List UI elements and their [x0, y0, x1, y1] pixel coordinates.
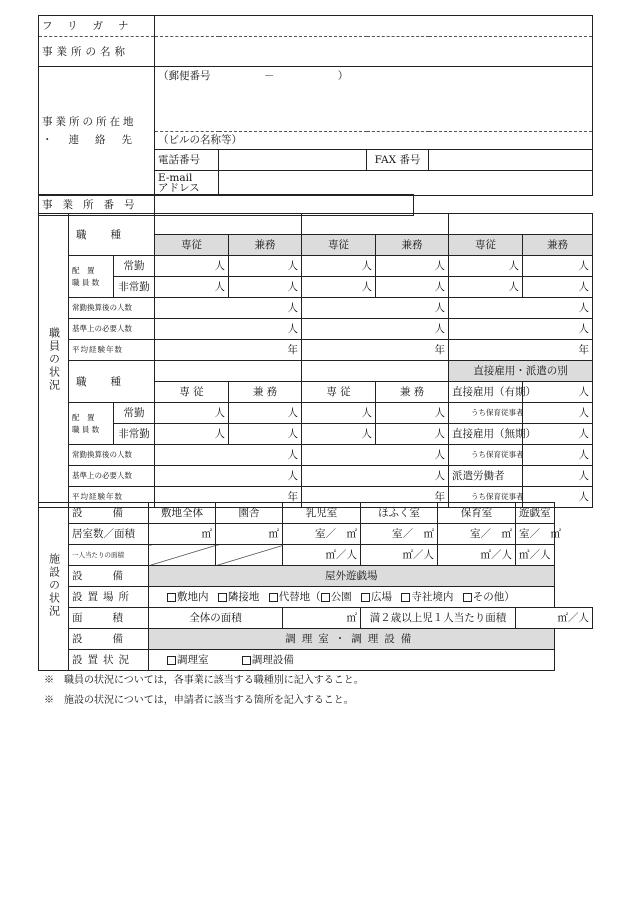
cell-hoiku-3[interactable]: 人 — [523, 487, 593, 508]
facility-table — [38, 502, 593, 671]
setsubi-text-3: 設備 — [72, 633, 153, 645]
keiken-label-2: 平均経験年数 — [69, 487, 155, 508]
cell-hijokin-9[interactable]: 人 — [302, 424, 376, 445]
cell-area-infant[interactable]: 室／ ㎡ — [283, 524, 361, 545]
kennmu-header-4: 兼 務 — [229, 382, 302, 403]
cell-hitsuyo-3[interactable]: 人 — [449, 319, 593, 340]
job-name-input-5[interactable] — [302, 361, 449, 382]
senju-header-2: 専従 — [302, 235, 376, 256]
cell-jokin-10[interactable]: 人 — [376, 403, 449, 424]
cell-jokin-5[interactable]: 人 — [449, 256, 523, 277]
cell-kansan-1[interactable]: 人 — [155, 298, 302, 319]
hitsuyo-label-2: 基準上の必要人数 — [69, 466, 155, 487]
room-crawl: ほふく室 — [361, 503, 438, 524]
cell-keiken-2[interactable]: 年 — [302, 340, 449, 361]
cell-hoiku-1[interactable]: 人 — [523, 403, 593, 424]
job-name-input-4[interactable] — [155, 361, 302, 382]
postal-open: （郵便番号 — [158, 70, 211, 82]
haichi-line1-2: 配 置 — [72, 412, 95, 422]
haichi-label-2 — [69, 403, 114, 445]
checkbox-temple[interactable] — [401, 593, 410, 602]
building-field[interactable] — [155, 131, 593, 149]
haichi-line2-2: 職 員 数 — [72, 424, 100, 434]
setsubi-label-2 — [69, 566, 153, 587]
senju-header-4: 専 従 — [155, 382, 229, 403]
job-name-input-3[interactable] — [449, 214, 593, 235]
checkbox-plaza[interactable] — [361, 593, 370, 602]
cell-keiken-3[interactable]: 年 — [449, 340, 593, 361]
diag-cell-2 — [216, 545, 283, 566]
cell-area-play[interactable]: 室／ ㎡ — [516, 524, 555, 545]
cell-hijokin-6[interactable]: 人 — [523, 277, 593, 298]
cell-per-crawl[interactable]: ㎡／人 — [361, 545, 438, 566]
job-name-input-2[interactable] — [302, 214, 449, 235]
cell-kansan-5[interactable]: 人 — [302, 445, 449, 466]
kennmu-header-2: 兼務 — [376, 235, 449, 256]
office-number-label: 事業所番号 — [39, 195, 155, 216]
tel-input[interactable] — [219, 149, 367, 170]
furigana-label — [39, 16, 155, 37]
checkbox-park[interactable] — [321, 593, 330, 602]
shokushu-label-1 — [69, 214, 155, 256]
staff-section-text: 職員の状況 — [47, 326, 61, 392]
facility-section-text: 施設の状況 — [47, 552, 61, 618]
cell-jokin-7[interactable]: 人 — [155, 403, 229, 424]
office-info-table — [38, 15, 593, 196]
room-nursery: 保育室 — [438, 503, 516, 524]
opt-other: その他） — [472, 591, 515, 603]
room-infant: 乳児室 — [283, 503, 361, 524]
cell-jokin-9[interactable]: 人 — [302, 403, 376, 424]
checkbox-other[interactable] — [463, 593, 472, 602]
kansan-label-1: 常勤換算後の人数 — [69, 298, 155, 319]
address-label-line1: 事業所の所在地 — [42, 116, 137, 128]
cell-per-nursery[interactable]: ㎡／人 — [438, 545, 516, 566]
setsubi-label-1 — [69, 503, 153, 524]
cell-jokin-4[interactable]: 人 — [376, 256, 449, 277]
cell-hijokin-3[interactable]: 人 — [302, 277, 376, 298]
cell-per-child[interactable]: ㎡／人 — [516, 608, 593, 629]
opt-kitchen-room: 調理室 — [177, 654, 209, 666]
cell-jokin-1[interactable]: 人 — [155, 256, 229, 277]
direct-fixed-label: 直接雇用（有期） — [449, 382, 523, 403]
direct-header: 直接雇用・派遣の別 — [449, 361, 593, 382]
furigana-input[interactable] — [155, 16, 593, 37]
postal-field[interactable] — [155, 67, 593, 132]
cell-jokin-8[interactable]: 人 — [229, 403, 302, 424]
menseki-text: 面積 — [72, 612, 153, 624]
cell-hijokin-5[interactable]: 人 — [449, 277, 523, 298]
cell-kansan-4[interactable]: 人 — [155, 445, 302, 466]
cell-hijokin-1[interactable]: 人 — [155, 277, 229, 298]
jokin-label-2: 常勤 — [114, 403, 155, 424]
hijokin-label-2: 非常勤 — [114, 424, 155, 445]
postal-dash: － — [263, 70, 275, 82]
cell-direct-fixed[interactable]: 人 — [523, 382, 593, 403]
email-label-line1: E-mail — [158, 171, 193, 184]
haichi-line1-1: 配 置 — [72, 265, 95, 275]
opt-on-site: 敷地内 — [177, 591, 209, 603]
email-label-line2: アドレス — [158, 181, 200, 194]
setsubi-text-2: 設備 — [72, 570, 153, 582]
staff-table — [38, 213, 593, 508]
outdoor-header: 屋外遊戯場 — [149, 566, 555, 587]
fax-input[interactable] — [429, 149, 593, 170]
opt-park: 公園 — [330, 591, 352, 603]
checkbox-kitchen-equip[interactable] — [242, 656, 251, 665]
cell-hijokin-8[interactable]: 人 — [229, 424, 302, 445]
opt-temple: 寺社境内 — [411, 591, 454, 603]
cell-hoiku-2[interactable]: 人 — [523, 445, 593, 466]
location-options — [149, 587, 555, 608]
office-name-label: 事業所の名称 — [39, 37, 155, 67]
furigana-text: フリガナ — [42, 20, 144, 32]
cell-jokin-2[interactable]: 人 — [229, 256, 302, 277]
senju-header-1: 専従 — [155, 235, 229, 256]
kennmu-header-1: 兼務 — [229, 235, 302, 256]
kitchen-options — [149, 650, 555, 671]
cell-hijokin-2[interactable]: 人 — [229, 277, 302, 298]
note-2: ※ 施設の状況については，申請者に該当する箇所を記入すること。 — [44, 695, 354, 706]
dispatch-label: 派遣労働者 — [449, 466, 523, 487]
hijokin-label-1: 非常勤 — [114, 277, 155, 298]
status-label: 設置状況 — [69, 650, 149, 671]
checkbox-on-site[interactable] — [167, 593, 176, 602]
email-label — [155, 170, 219, 195]
haichi-line2-1: 職 員 数 — [72, 277, 100, 287]
kennmu-header-3: 兼務 — [523, 235, 593, 256]
total-area-label: 全体の面積 — [149, 608, 283, 629]
checkbox-alternative[interactable] — [269, 593, 278, 602]
cell-keiken-4[interactable]: 年 — [155, 487, 302, 508]
opt-adjacent: 隣接地 — [227, 591, 260, 603]
shokushu-label-2 — [69, 361, 155, 403]
cell-keiken-5[interactable]: 年 — [302, 487, 449, 508]
hitsuyo-label-1: 基準上の必要人数 — [69, 319, 155, 340]
setsubi-label-3 — [69, 629, 153, 650]
shokushu-text-2: 職種 — [76, 375, 145, 388]
senju-header-3: 専従 — [449, 235, 523, 256]
email-input[interactable] — [219, 170, 593, 195]
job-name-input-1[interactable] — [155, 214, 302, 235]
cell-kansan-2[interactable]: 人 — [302, 298, 449, 319]
area-label: 居室数／面積 — [69, 524, 149, 545]
cell-jokin-6[interactable]: 人 — [523, 256, 593, 277]
per-child-label: 満２歳以上児１人当たり面積 — [361, 608, 516, 629]
staff-section-label — [39, 214, 69, 508]
senju-header-5: 専 従 — [302, 382, 376, 403]
cell-hitsuyo-2[interactable]: 人 — [302, 319, 449, 340]
hoiku-label-2: うち保育従事者 — [449, 445, 523, 466]
cell-total-area[interactable]: ㎡ — [283, 608, 361, 629]
kitchen-header: 調理室・調理設備 — [149, 629, 555, 650]
cell-jokin-3[interactable]: 人 — [302, 256, 376, 277]
address-label — [39, 67, 155, 196]
setsubi-text-1: 設備 — [72, 507, 153, 519]
cell-hijokin-7[interactable]: 人 — [155, 424, 229, 445]
cell-hijokin-10[interactable]: 人 — [376, 424, 449, 445]
keiken-label-1: 平均経験年数 — [69, 340, 155, 361]
diag-cell-1 — [149, 545, 216, 566]
room-site: 敷地全体 — [149, 503, 216, 524]
cell-keiken-1[interactable]: 年 — [155, 340, 302, 361]
jokin-label-1: 常勤 — [114, 256, 155, 277]
location-label: 設置場所 — [69, 587, 149, 608]
per-person-label: 一人当たりの面積 — [69, 545, 149, 566]
cell-per-play[interactable]: ㎡／人 — [516, 545, 555, 566]
cell-area-crawl[interactable]: 室／ ㎡ — [361, 524, 438, 545]
opt-kitchen-equip: 調理設備 — [251, 654, 294, 666]
menseki-label — [69, 608, 153, 629]
cell-hitsuyo-1[interactable]: 人 — [155, 319, 302, 340]
cell-hitsuyo-4[interactable]: 人 — [155, 466, 302, 487]
room-building: 園舎 — [216, 503, 283, 524]
cell-hijokin-4[interactable]: 人 — [376, 277, 449, 298]
hoiku-label-3: うち保育従事者 — [449, 487, 523, 508]
cell-area-nursery[interactable]: 室／ ㎡ — [438, 524, 516, 545]
checkbox-kitchen-room[interactable] — [167, 656, 176, 665]
cell-area-site[interactable]: ㎡ — [149, 524, 216, 545]
cell-dispatch[interactable]: 人 — [523, 466, 593, 487]
kennmu-header-5: 兼 務 — [376, 382, 449, 403]
hoiku-label-1: うち保育従事者 — [449, 403, 523, 424]
kansan-label-2: 常勤換算後の人数 — [69, 445, 155, 466]
tel-label: 電話番号 — [155, 149, 219, 170]
opt-plaza: 広場 — [371, 591, 393, 603]
address-label-line2: ・連絡先 — [42, 134, 148, 146]
shokushu-text-1: 職種 — [76, 228, 145, 241]
cell-direct-open[interactable]: 人 — [523, 424, 593, 445]
checkbox-adjacent[interactable] — [218, 593, 227, 602]
room-play: 遊戯室 — [516, 503, 555, 524]
postal-close: ） — [337, 70, 349, 82]
facility-section-label — [39, 503, 69, 671]
note-1: ※ 職員の状況については，各事業に該当する職種別に記入すること。 — [44, 675, 364, 686]
direct-open-label: 直接雇用（無期） — [449, 424, 523, 445]
cell-area-building[interactable]: ㎡ — [216, 524, 283, 545]
fax-label: FAX 番号 — [367, 149, 429, 170]
cell-hitsuyo-5[interactable]: 人 — [302, 466, 449, 487]
office-name-input[interactable] — [155, 37, 593, 67]
cell-kansan-3[interactable]: 人 — [449, 298, 593, 319]
opt-alternative: 代替地（ — [278, 591, 321, 603]
haichi-label-1 — [69, 256, 114, 298]
cell-per-infant[interactable]: ㎡／人 — [283, 545, 361, 566]
building-label: （ビルの名称等） — [158, 134, 242, 147]
